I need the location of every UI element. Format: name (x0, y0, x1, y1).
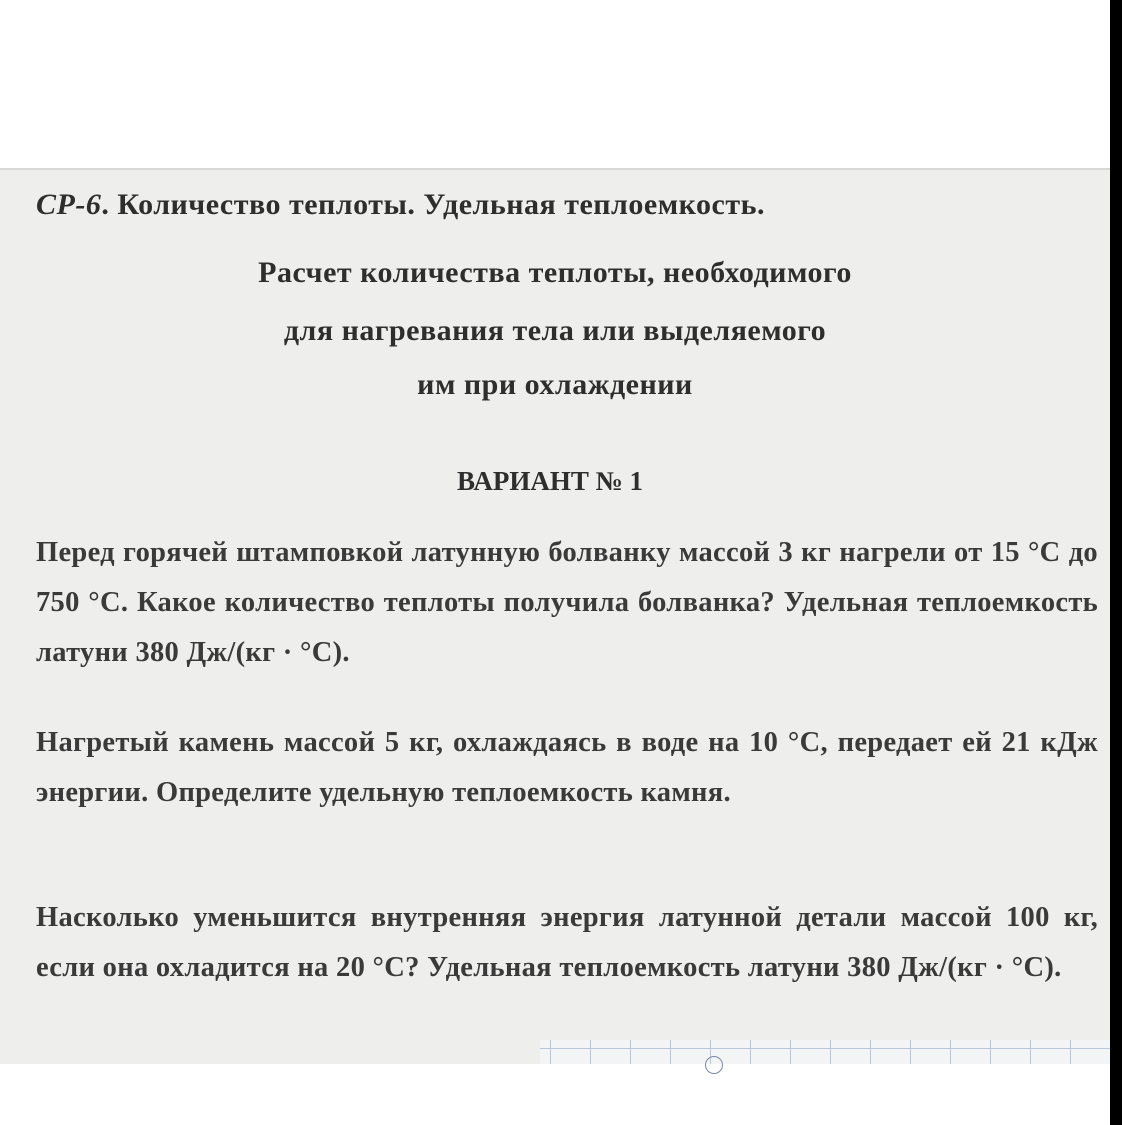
task-3: Насколько уменьшится внутренняя энергия латунной детали массой 100 кг, если она охладится на 20 °С? Удельная теплоемкость латуни 380 Дж/(кг · °С). (36, 902, 1098, 983)
heading-line-4: им при охлаждении (417, 368, 693, 401)
page-top-edge (0, 168, 1110, 170)
heading-line-1 (36, 190, 765, 220)
right-black-border (1110, 0, 1122, 1125)
work-code: СР-6 (36, 188, 102, 221)
variant-heading: ВАРИАНТ № 1 (457, 466, 643, 496)
task-1: Перед горячей штамповкой латунную болванку массой 3 кг нагрели от 15 °С до 750 °С. Какое количество теплоты получила болванка? Удельная теплоемкость латуни 380 Дж/(кг · °С). (36, 537, 1098, 668)
task-2: Нагретый камень массой 5 кг, охлаждаясь в воде на 10 °С, передает ей 21 кДж энергии. Определите удельную теплоемкость камня. (36, 727, 1098, 808)
heading-line-1-text: . Количество теплоты. Удельная теплоемкость. (101, 188, 765, 221)
pencil-circle-mark (705, 1056, 723, 1074)
heading-line-2: Расчет количества теплоты, необходимого (258, 256, 852, 289)
grid-paper-strip (540, 1040, 1110, 1064)
heading-line-3: для нагревания тела или выделяемого (283, 314, 827, 347)
